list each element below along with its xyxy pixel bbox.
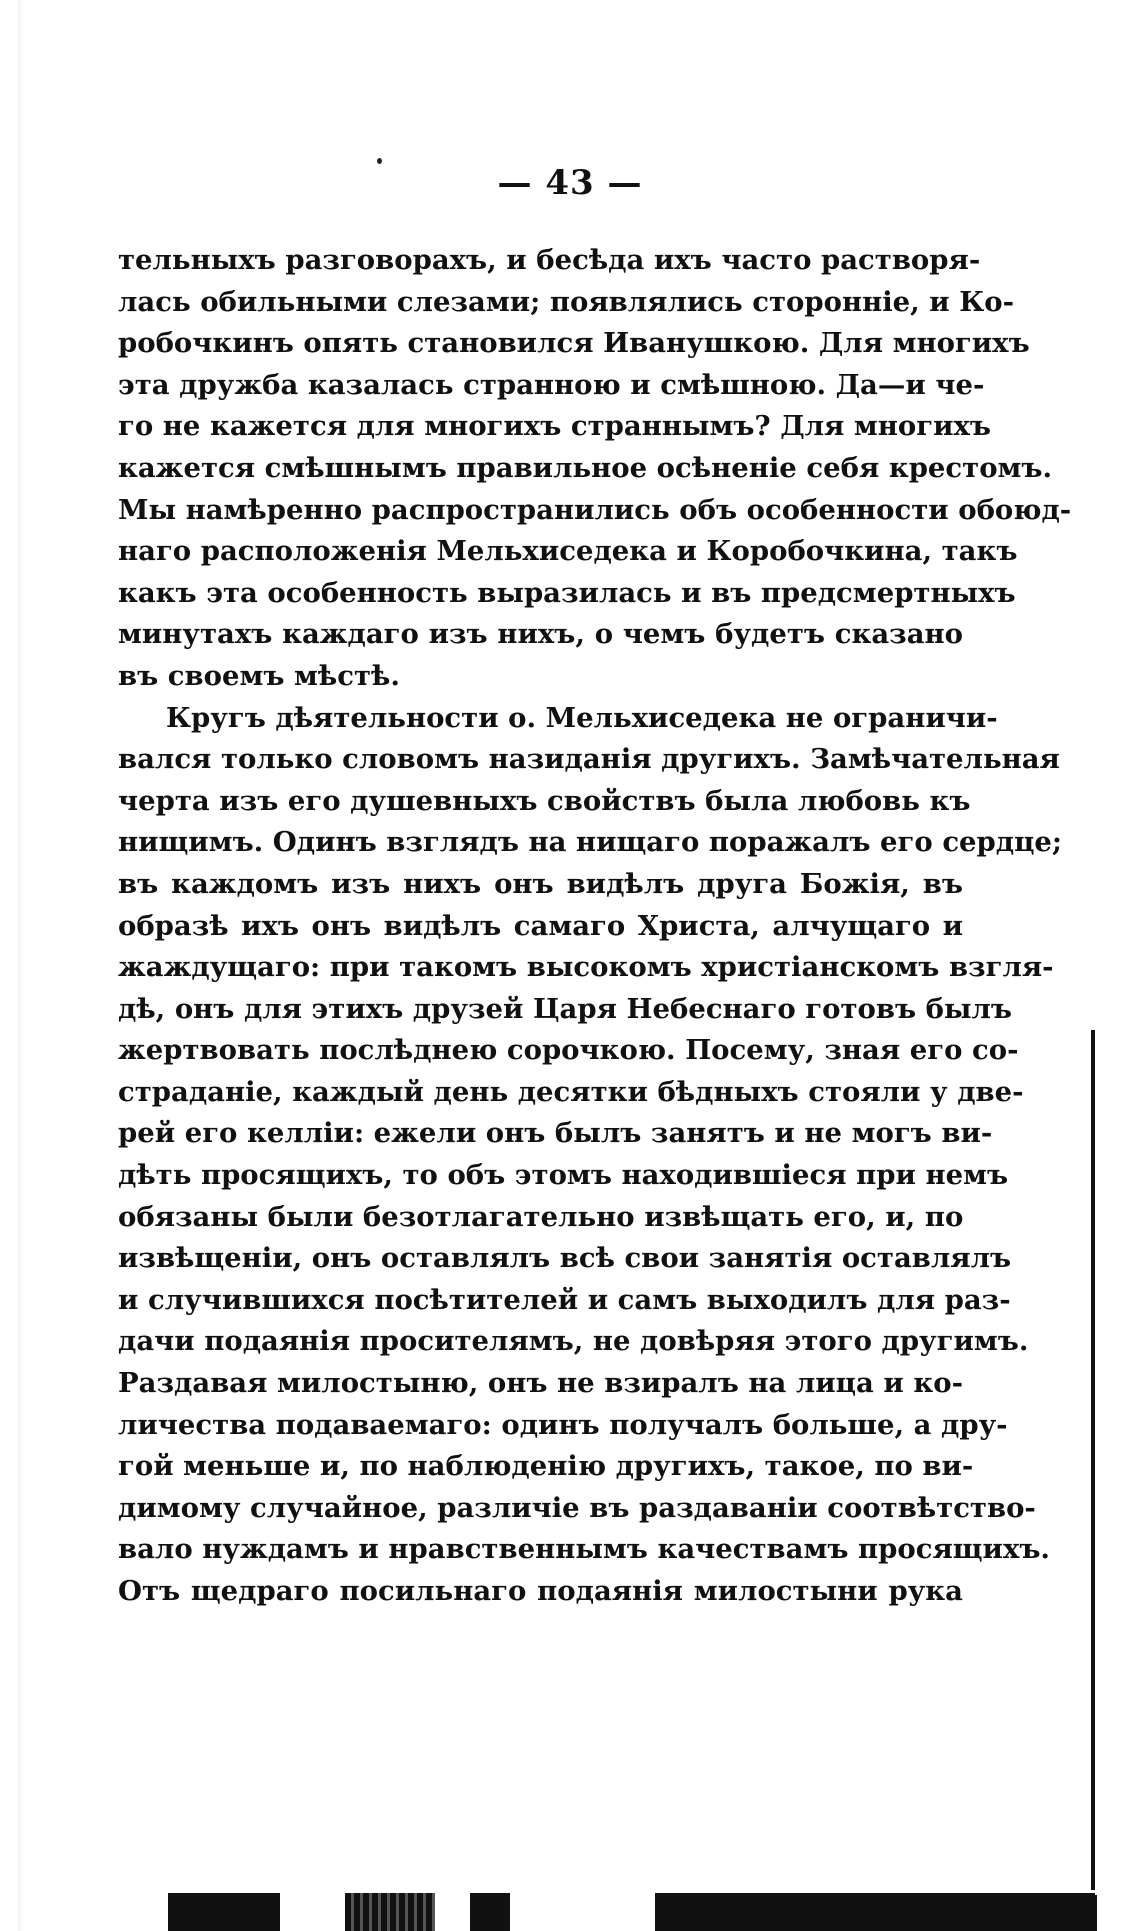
page-edge xyxy=(18,0,24,1931)
paragraph-start-line: Кругъ дѣятельности о. Мельхиседека не ограничи- xyxy=(166,701,998,734)
text-line: личества подаваемаго: одинъ получалъ больше, а дру- xyxy=(118,1408,1008,1441)
binding-shadow-line xyxy=(1091,1030,1095,1890)
text-line: рей его келліи: ежели онъ былъ занятъ и не могъ ви- xyxy=(118,1117,993,1150)
text-line: въ каждомъ изъ нихъ онъ видѣлъ друга Божія, въ xyxy=(118,867,963,900)
text-line: вало нуждамъ и нравственнымъ качествамъ просящихъ. xyxy=(118,1533,1051,1566)
text-line: го не кажется для многихъ страннымъ? Для многихъ xyxy=(118,410,992,443)
text-line: жертвовать послѣднею сорочкою. Посему, зная его со- xyxy=(118,1034,1019,1067)
text-line: Раздавая милостыню, онъ не взиралъ на лица и ко- xyxy=(118,1367,963,1400)
text-line: гой меньше и, по наблюденію другихъ, такое, по ви- xyxy=(118,1450,974,1483)
page-number: — 43 — xyxy=(497,163,643,203)
text-line: дачи подаянія просителямъ, не довѣряя этого другимъ. xyxy=(118,1325,1029,1358)
text-line: кажется смѣшнымъ правильное осѣненіе себя крестомъ. xyxy=(118,451,1053,484)
text-line: Мы намѣренно распространились объ особенности обоюд- xyxy=(118,493,1072,526)
text-line: жаждущаго: при такомъ высокомъ христіанскомъ взгля- xyxy=(118,951,1054,984)
text-line: наго расположенія Мельхиседека и Коробочкина, такъ xyxy=(118,535,1018,568)
text-line: страданіе, каждый день десятки бѣдныхъ стояли у две- xyxy=(118,1075,1024,1108)
text-line: эта дружба казалась странною и смѣшною. Да—и че- xyxy=(118,368,985,401)
scan-artifact-strip xyxy=(168,1893,280,1931)
text-line: черта изъ его душевныхъ свойствъ была любовь къ xyxy=(118,784,971,817)
text-line: нищимъ. Одинъ взглядъ на нищаго поражалъ его сердце; xyxy=(118,826,1063,859)
text-line: минутахъ каждаго изъ нихъ, о чемъ будетъ сказано xyxy=(118,618,963,651)
text-line: дѣть просящихъ, то объ этомъ находившіеся при немъ xyxy=(118,1159,1009,1192)
text-line: и случившихся посѣтителей и самъ выходилъ для раз- xyxy=(118,1283,1011,1316)
text-line: вался только словомъ назиданія другихъ. Замѣчательная xyxy=(118,743,1060,776)
text-line: образѣ ихъ онъ видѣлъ самаго Христа, алчущаго и xyxy=(118,909,963,942)
body-text xyxy=(118,240,1072,1613)
text-line: тельныхъ разговорахъ, и бесѣда ихъ часто растворя- xyxy=(118,244,981,276)
text-line: извѣщеніи, онъ оставлялъ всѣ свои занятія оставлялъ xyxy=(118,1242,1012,1275)
text-line: робочкинъ опять становился Иванушкою. Для многихъ xyxy=(118,327,1030,360)
text-line: Отъ щедраго посильнаго подаянія милостыни рука xyxy=(118,1575,963,1607)
text-line: дѣ, онъ для этихъ друзей Царя Небеснаго готовъ былъ xyxy=(118,992,1013,1025)
scan-artifact-strip xyxy=(655,1893,1095,1931)
scan-artifact-strip xyxy=(345,1893,435,1931)
text-line: какъ эта особенность выразилась и въ предсмертныхъ xyxy=(118,576,1016,609)
text-line: обязаны были безотлагательно извѣщать его, и, по xyxy=(118,1200,964,1233)
text-line: въ своемъ мѣстѣ. xyxy=(118,659,400,692)
scan-artifact-strip xyxy=(470,1893,510,1931)
text-line: лась обильными слезами; появлялись сторонніе, и Ко- xyxy=(118,285,1015,318)
text-line: димому случайное, различіе въ раздаваніи соотвѣтство- xyxy=(118,1491,1036,1524)
